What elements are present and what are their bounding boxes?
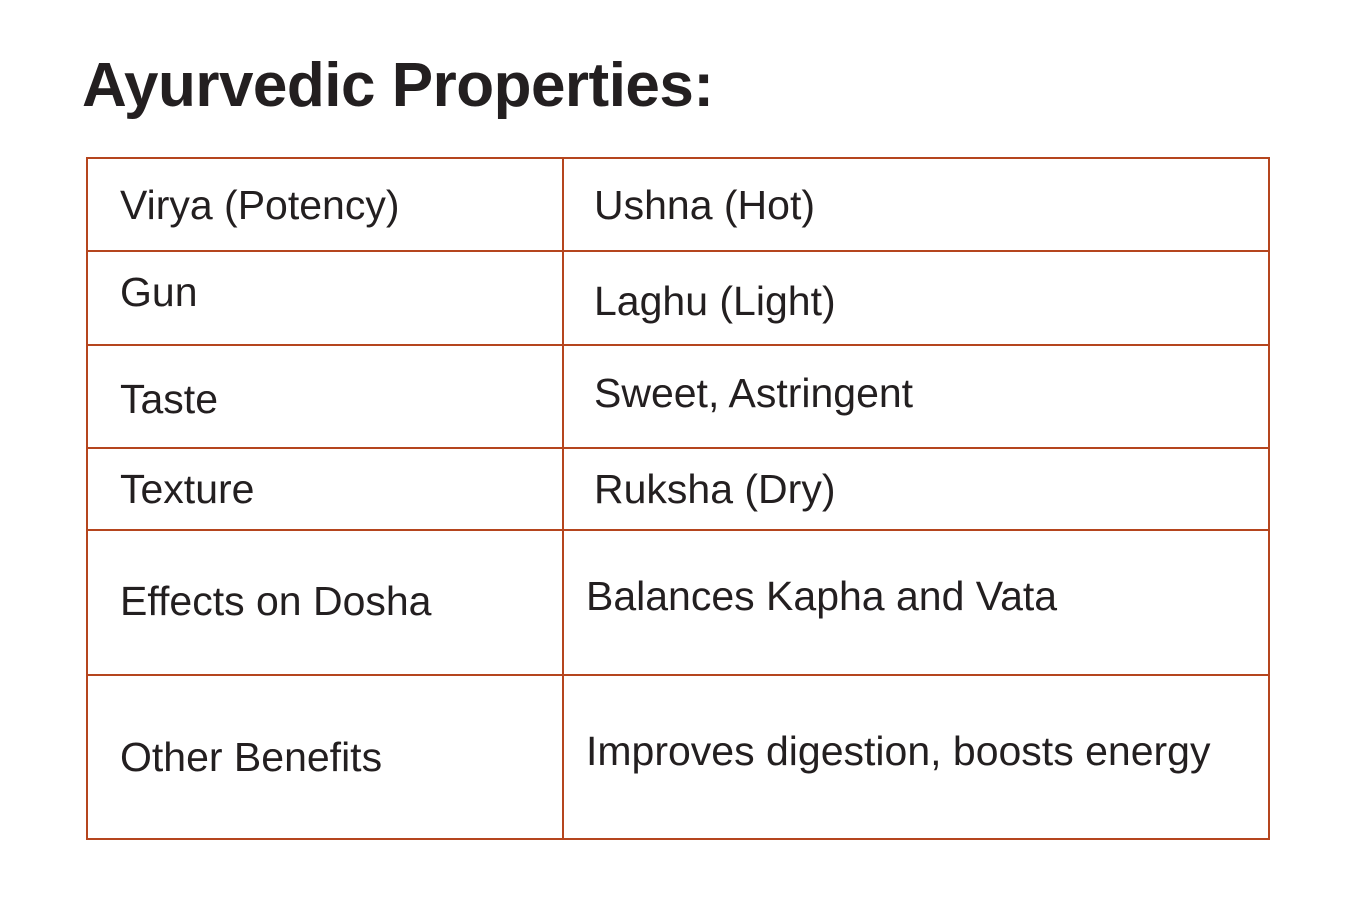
property-value-cell: [563, 158, 1269, 251]
property-value: Ruksha (Dry): [594, 466, 836, 512]
property-name-cell: [87, 448, 563, 530]
property-value-cell: [563, 251, 1269, 345]
table-row: [87, 448, 1269, 530]
property-name: Texture: [120, 466, 255, 512]
property-value-cell: [563, 345, 1269, 448]
property-name: Virya (Potency): [120, 181, 400, 228]
table-row: [87, 251, 1269, 345]
property-name: Effects on Dosha: [120, 577, 432, 624]
property-value: Laghu (Light): [594, 278, 836, 324]
properties-table: [86, 157, 1270, 840]
property-name: Taste: [120, 375, 218, 422]
property-value-cell: [563, 675, 1269, 839]
property-name-cell: [87, 251, 563, 345]
property-value: Sweet, Astringent: [594, 369, 914, 416]
property-name-cell: [87, 530, 563, 675]
table-row: [87, 675, 1269, 839]
table-row: [87, 345, 1269, 448]
property-name-cell: [87, 345, 563, 448]
property-name: Gun: [120, 269, 198, 315]
table-row: [87, 530, 1269, 675]
property-value: Ushna (Hot): [594, 181, 816, 228]
property-name-cell: [87, 675, 563, 839]
property-value: Improves digestion, boosts energy: [586, 728, 1211, 774]
property-value: Balances Kapha and Vata: [586, 572, 1058, 619]
page-title: Ayurvedic Properties:: [82, 51, 714, 120]
property-name: Other Benefits: [120, 734, 383, 780]
property-value-cell: [563, 530, 1269, 675]
property-value-cell: [563, 448, 1269, 530]
property-name-cell: [87, 158, 563, 251]
table-row: [87, 158, 1269, 251]
